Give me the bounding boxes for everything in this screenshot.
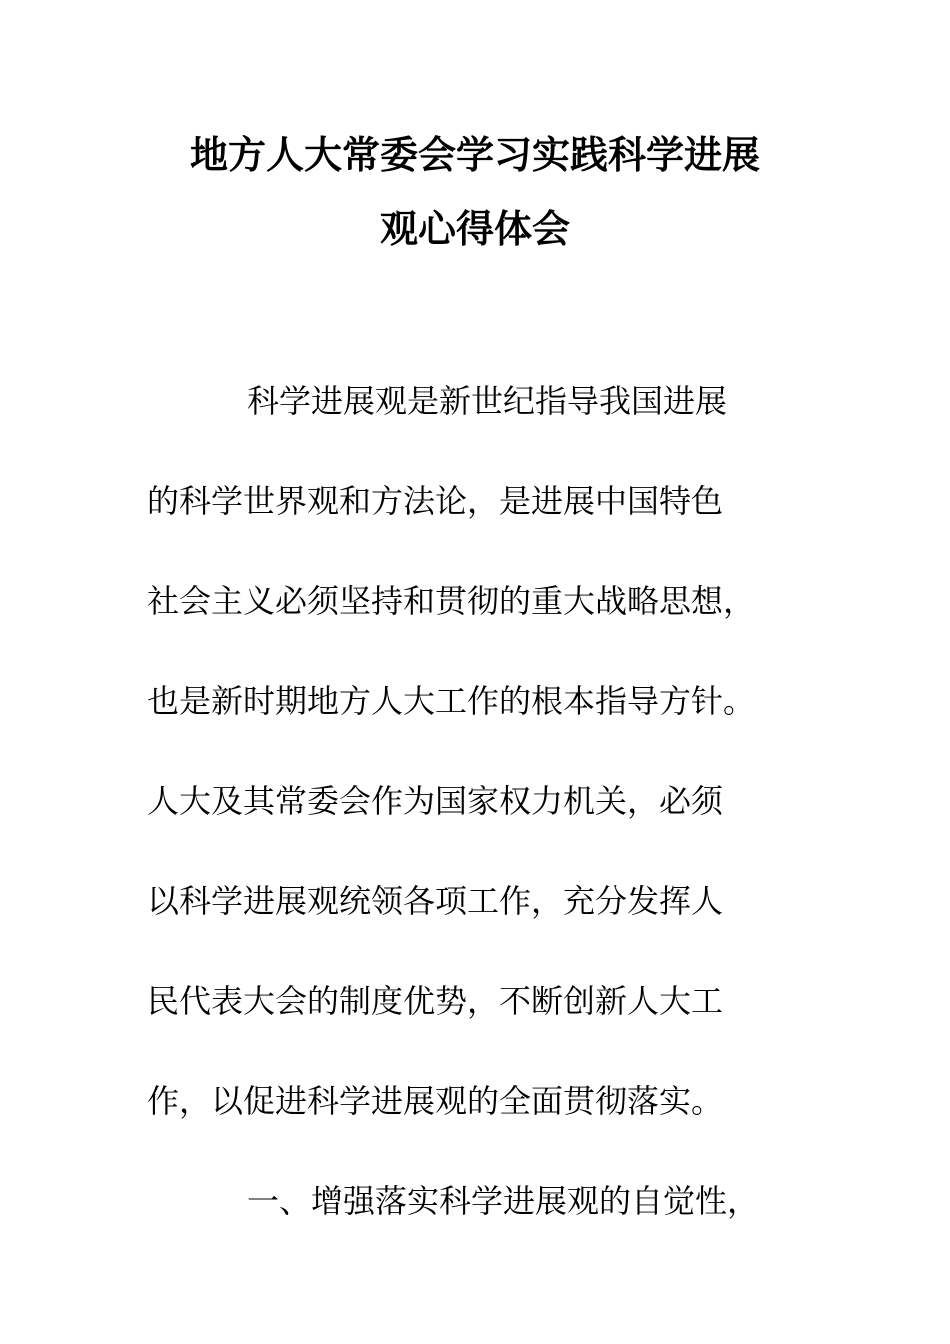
paragraph-line: 也是新时期地方人大工作的根本指导方针。 (147, 682, 756, 720)
paragraph-line: 的科学世界观和方法论，是进展中国特色 (147, 482, 724, 520)
paragraph-line: 科学进展观是新世纪指导我国进展 (247, 382, 728, 420)
paragraph-line: 社会主义必须坚持和贯彻的重大战略思想， (147, 582, 756, 620)
section-heading-line: 一、增强落实科学进展观的自觉性， (247, 1182, 760, 1220)
paragraph-line: 作，以促进科学进展观的全面贯彻落实。 (147, 1082, 724, 1120)
paragraph-line: 民代表大会的制度优势，不断创新人大工 (147, 982, 724, 1020)
document-title-line-1: 地方人大常委会学习实践科学进展 (189, 132, 760, 177)
document-title-line-2: 观心得体会 (379, 206, 570, 251)
paragraph-line: 人大及其常委会作为国家权力机关，必须 (147, 782, 724, 820)
paragraph-line: 以科学进展观统领各项工作，充分发挥人 (147, 882, 724, 920)
